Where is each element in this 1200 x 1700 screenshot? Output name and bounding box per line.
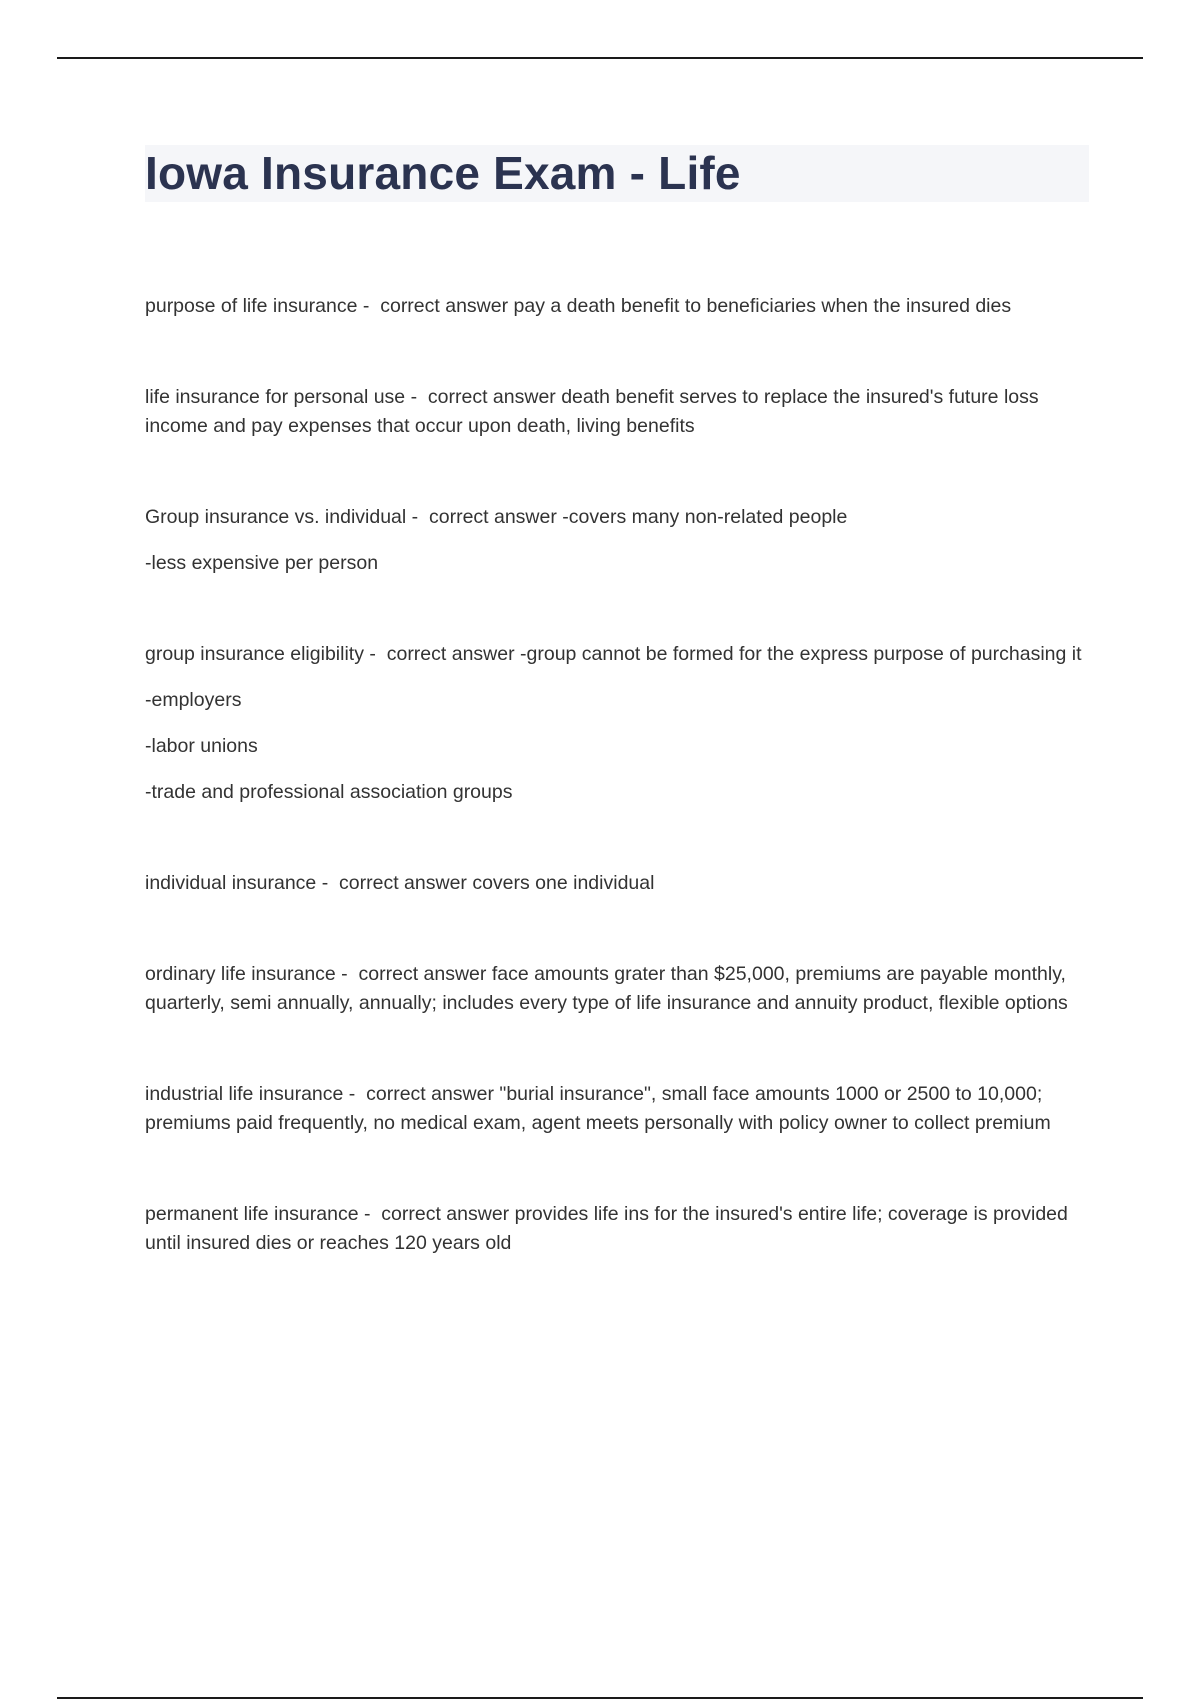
- answer-prefix: correct answer: [428, 506, 557, 528]
- document-title: Iowa Insurance Exam - Life: [145, 147, 741, 199]
- flashcard: [145, 1080, 1089, 1138]
- separator: -: [406, 506, 429, 528]
- flashcard: [145, 960, 1089, 1018]
- bottom-rule: [57, 1697, 1143, 1699]
- answer: -covers many non-related people: [562, 506, 848, 528]
- flashcard-text: [145, 503, 1089, 532]
- flashcard-text: [145, 292, 1089, 321]
- flashcard: [145, 503, 1089, 578]
- answer-line: -less expensive per person: [145, 552, 379, 574]
- top-rule: [57, 57, 1143, 59]
- answer: pay a death benefit to beneficiaries when the insured dies: [513, 295, 1012, 317]
- answer-prefix: correct answer: [366, 1083, 494, 1105]
- term: permanent life insurance: [145, 1203, 359, 1225]
- answer: provides life ins for the insured's entire life; coverage is provided until insured dies or reaches 120 years old: [145, 1203, 1068, 1254]
- term: life insurance for personal use: [145, 386, 406, 408]
- separator: -: [358, 1203, 382, 1225]
- flashcard-text: [145, 383, 1089, 441]
- answer-line: -labor unions: [145, 735, 258, 757]
- flashcard: [145, 869, 1089, 898]
- flashcard-list: [145, 292, 1089, 1320]
- answer: face amounts grater than $25,000, premiums are payable monthly, quarterly, semi annually, annually; includes every type of life insurance and annuity product, flexible options: [145, 963, 1068, 1014]
- flashcard-text: [145, 1080, 1089, 1138]
- answer-prefix: correct answer: [386, 643, 515, 665]
- term: purpose of life insurance: [145, 295, 358, 317]
- separator: -: [363, 643, 387, 665]
- term: ordinary life insurance: [145, 963, 336, 985]
- answer: death benefit serves to replace the insured's future loss income and pay expenses that occur upon death, living benefits: [145, 386, 1039, 437]
- term: Group insurance vs. individual: [145, 506, 407, 528]
- answer-prefix: correct answer: [427, 386, 556, 408]
- term: individual insurance: [145, 872, 317, 894]
- flashcard: [145, 383, 1089, 441]
- flashcard-text: [145, 960, 1089, 1018]
- flashcard: [145, 1200, 1089, 1258]
- separator: -: [343, 1083, 367, 1105]
- flashcard-text: [145, 1200, 1089, 1258]
- separator: -: [335, 963, 359, 985]
- flashcard-text: [145, 869, 1089, 898]
- answer-prefix: correct answer: [358, 963, 487, 985]
- answer-line: -trade and professional association groups: [145, 781, 513, 803]
- answer: covers one individual: [472, 872, 655, 894]
- separator: -: [357, 295, 381, 317]
- separator: -: [405, 386, 428, 408]
- answer-prefix: correct answer: [381, 1203, 510, 1225]
- term: group insurance eligibility: [145, 643, 364, 665]
- answer-prefix: correct answer: [380, 295, 509, 317]
- flashcard: [145, 292, 1089, 321]
- flashcard-text: [145, 640, 1089, 669]
- answer-prefix: correct answer: [339, 872, 467, 894]
- answer: -group cannot be formed for the express purpose of purchasing it: [520, 643, 1082, 665]
- flashcard: [145, 640, 1089, 807]
- term: industrial life insurance: [145, 1083, 344, 1105]
- answer: "burial insurance", small face amounts 1000 or 2500 to 10,000; premiums paid frequently, no medical exam, agent meets personally with policy owner to collect premium: [145, 1083, 1051, 1134]
- separator: -: [316, 872, 340, 894]
- answer-line: -employers: [145, 689, 242, 711]
